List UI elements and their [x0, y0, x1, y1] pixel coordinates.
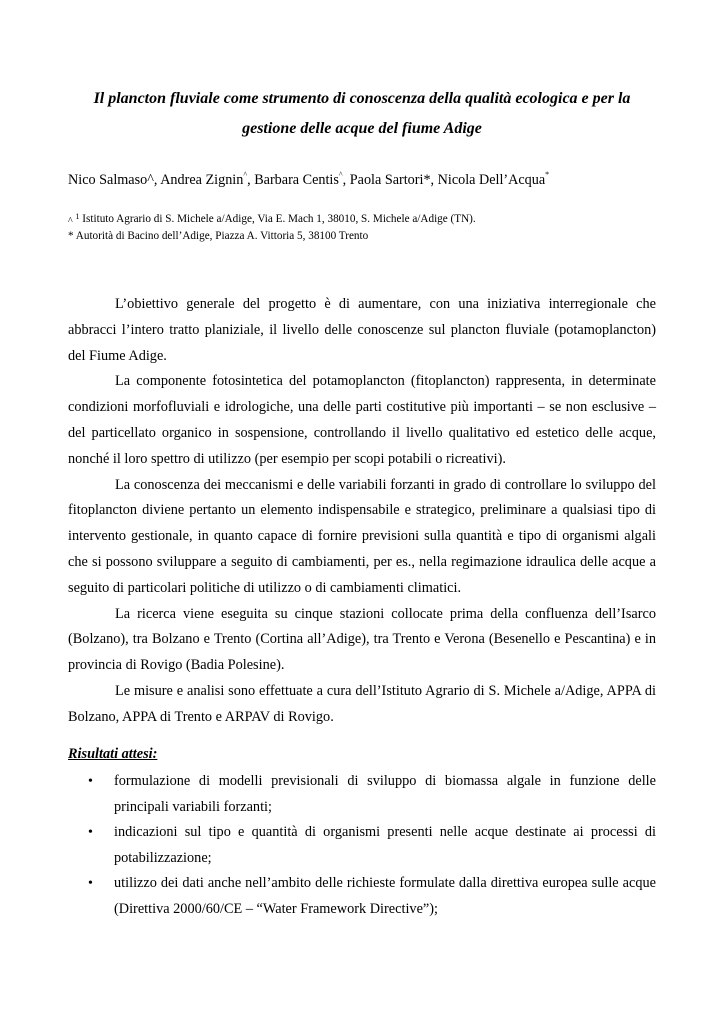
author-mark: ^ [338, 170, 343, 179]
section-heading: Risultati attesi: [68, 746, 158, 762]
author-list [68, 172, 549, 189]
bullet-icon: • [88, 876, 93, 892]
paragraph: La conoscenza dei meccanismi e delle variabili forzanti in grado di controllare lo sviluppo del fitoplancton diviene pertanto un elemento indispensabile e strategico, preliminare a qualsiasi tipo di intervento gestionale, in quanto capace di fornire previsioni sulla quantità e tipo di organismi algali che si possono sviluppare a seguito di cambiamenti, per es., nella regimazione idraulica delle acque a seguito di particolari politiche di utilizzo o di cambiamenti climatici. [68, 476, 656, 596]
bullet-icon: • [88, 774, 93, 789]
affiliation-2: * Autorità di Bacino dell’Adige, Piazza A. Vittoria 5, 38100 Trento [68, 230, 369, 242]
author-mark: * [423, 172, 431, 188]
author: Nicola Dell’Acqua* [437, 170, 550, 188]
body-text [68, 292, 656, 731]
list-item: • indicazioni sul tipo e quantità di organismi presenti nelle acque destinate ai processi di potabilizzazione; [68, 820, 656, 871]
author-mark: ^ [243, 170, 248, 179]
results-list [68, 769, 656, 923]
author-mark: * [545, 170, 550, 179]
bullet-icon: • [88, 825, 93, 841]
list-item: • formulazione di modelli previsionali di sviluppo di biomassa algale in funzione delle principali variabili forzanti; [68, 769, 656, 820]
affiliation-1: ^ $^1$ Istituto Agrario di S. Michele a/Adige, Via E. Mach 1, 38010, S. Michele a/Adige (TN). [68, 212, 476, 227]
author: Andrea Zignin^, [160, 170, 255, 188]
paragraph: La componente fotosintetica del potamoplancton (fitoplancton) rappresenta, in determinate condizioni morfofluviali e idrologiche, una delle parti costitutive più importanti – se non esclusive – del particellato organico in sospensione, controllando il livello qualitativo ed estetico delle acque, nonché il loro spettro di utilizzo (per esempio per scopi potabili o ricreativi). [68, 373, 656, 467]
paragraph: L’obiettivo generale del progetto è di aumentare, con una iniziativa interregionale che abbracci l’intero tratto planiziale, il livello delle conoscenze sul plancton fluviale (potamoplancton) del Fiume Adige. [68, 296, 656, 364]
author: Barbara Centis^, [254, 170, 350, 188]
list-item: • utilizzo dei dati anche nell’ambito delle richieste formulate dalla direttiva europea sulle acque (Direttiva 2000/60/CE – “Water Framework Directive”); [68, 871, 656, 922]
author-mark: ^ [147, 172, 154, 188]
author: Paola Sartori*, [349, 172, 438, 188]
paragraph: Le misure e analisi sono effettuate a cura dell’Istituto Agrario di S. Michele a/Adige, APPA di Bolzano, APPA di Trento e ARPAV di Rovigo. [68, 682, 656, 725]
document-title: Il plancton fluviale come strumento di conoscenza della qualità ecologica e per la gestione delle acque del fiume Adige [93, 90, 631, 137]
author: Nico Salmaso^, [68, 172, 161, 188]
paragraph: La ricerca viene eseguita su cinque stazioni collocate prima della confluenza dell’Isarco (Bolzano), tra Bolzano e Trento (Cortina all’Adige), tra Trento e Verona (Besenello e Pescantina) e in provincia di Rovigo (Badia Polesine). [68, 605, 656, 674]
